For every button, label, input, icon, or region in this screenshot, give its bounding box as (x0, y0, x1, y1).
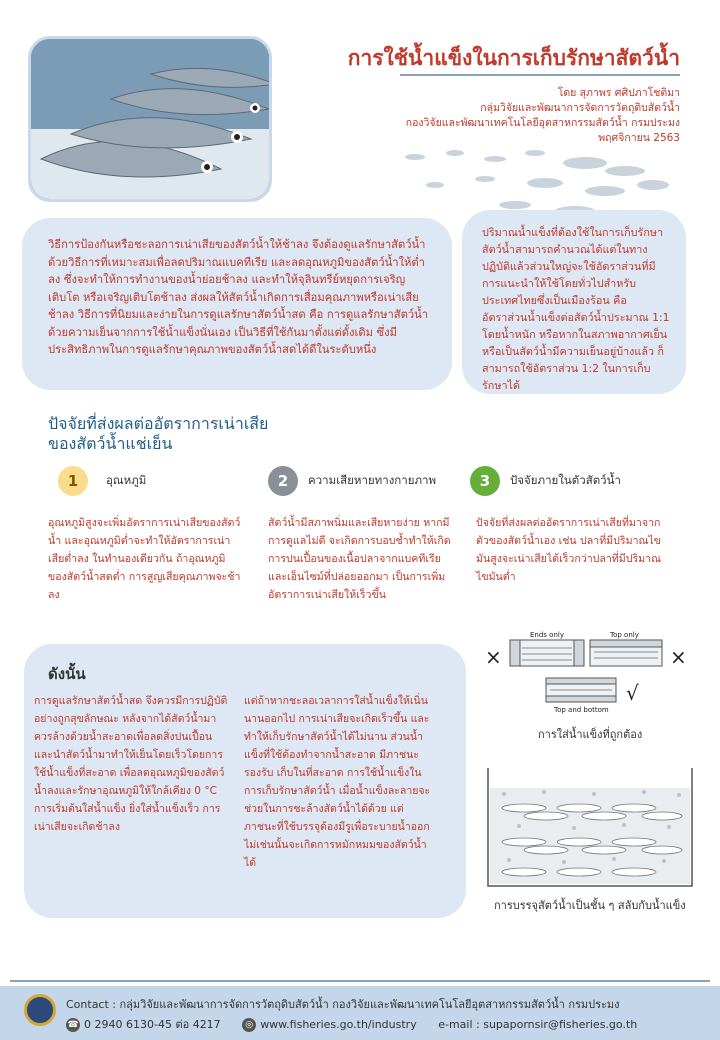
factor-internal (470, 466, 621, 496)
department-seal-logo (24, 994, 56, 1026)
ice-ratio-text: ปริมาณน้ำแข็งที่ต้องใช้ในการเก็บรักษาสัตว์น้ำสามารถคำนวณได้แต่ในทางปฏิบัติแล้วส่วนใหญ่จะใช้อัตราส่วนที่มีการแนะนำให้ใช้โดยทั่วไปสำหรับประเทศไทยซึ่งเป็นเมืองร้อน คือ อัตราส่วนน้ำแข็งต่อสัตว์น้ำประมาณ 1:1 โดยน้ำหนัก หรือหากในสภาพอากาศเย็นหรือเป็นสัตว์น้ำมีความเย็นอยู่บ้างแล้ว ก็สามารถใช้อัตราส่วน 1:2 ในการเก็บรักษาได้ (482, 226, 670, 392)
layered-packing-illustration (484, 764, 696, 890)
box-ends-only (510, 640, 584, 666)
factors-heading (48, 414, 268, 454)
intro-text: วิธีการป้องกันหรือชะลอการเน่าเสียของสัตว์น้ำให้ช้าลง จึงต้องดูแลรักษาสัตว์น้ำด้วยวิธีการที่เหมาะสมเพื่อลดปริมาณแบคทีเรีย และลดอุณหภูมิของสัตว์น้ำให้ต่ำลง ซึ่งจะทำให้การทำงานของน้ำย่อยช้าลง และทำให้จุลินทรีย์หยุดการเจริญเติบโต หรือเจริญเติบโตช้าลง ส่งผลให้สัตว์น้ำเกิดการเสื่อมคุณภาพหรือเน่าเสียช้าลง วิธีการที่นิยมและง่ายในการดูแลรักษาสัตว์น้ำสด คือ การดูแลรักษาสัตว์น้ำด้วยความเย็นจากการใช้น้ำแข็งนั่นเอง เป็นวิธีที่ใช้กันมาตั้งแต่ดั้งเดิม ซึ่งมีประสิทธิภาพในการดูแลรักษาคุณภาพของสัตว์น้ำสดได้ดีในระดับหนึ่ง (48, 238, 429, 356)
globe-icon: ◎ (242, 1018, 256, 1032)
footer-phone-number: 0 2940 6130-45 ต่อ 4217 (84, 1018, 221, 1031)
box-top-only (590, 640, 662, 666)
page-title: การใช้น้ำแข็งในการเก็บรักษาสัตว์น้ำ (347, 46, 680, 70)
footer-website-link[interactable]: www.fisheries.go.th/industry (260, 1018, 417, 1031)
factor-label: ความเสียหายทางกายภาพ (308, 473, 437, 487)
conclusion-left-text: การดูแลรักษาสัตว์น้ำสด จึงควรมีการปฏิบัติอย่างถูกสุขลักษณะ หลังจากได้สัตว์น้ำมาควรล้างด้วยน้ำสะอาดเพื่อลดสิ่งปนเปื้อน และนำสัตว์น้ำมาทำให้เย็นโดยเร็วโดยการใช้น้ำแข็งที่สะอาด เพื่อลดอุณหภูมิของสัตว์น้ำลงและรักษาอุณหภูมิให้ใกล้เคียง 0 °C การเริ่มต้นใส่น้ำแข็ง ยิ่งใส่น้ำแข็งเร็ว การเน่าเสียจะเกิดช้าลง (34, 695, 228, 833)
ends-only-label: Ends only (530, 631, 564, 639)
factors-heading-line2: ของสัตว์น้ำแช่เย็น (48, 434, 173, 453)
ice-ratio-panel (462, 210, 686, 394)
layered-packing-caption: การบรรจุสัตว์น้ำเป็นชั้น ๆ สลับกับน้ำแข็ง (494, 899, 686, 912)
byline-author: โดย สุภาพร ศศิปภาโชติมา (557, 87, 680, 99)
box-top-and-bottom (546, 678, 616, 702)
intro-panel (22, 218, 452, 390)
footer-divider (10, 980, 710, 982)
factor-label: ปัจจัยภายในตัวสัตว์น้ำ (510, 473, 621, 487)
footer-contact-details (66, 1015, 655, 1033)
footer (0, 986, 720, 1040)
factor-physical-damage (268, 466, 436, 496)
top-only-label: Top only (610, 631, 639, 639)
footer-email[interactable]: e-mail : supapornsir@fisheries.go.th (438, 1018, 638, 1031)
byline-division: กองวิจัยและพัฒนาเทคโนโลยีอุตสาหกรรมสัตว์น้ำ กรมประมง (405, 117, 680, 129)
footer-phone (66, 1018, 221, 1031)
byline (406, 86, 680, 146)
factor-temperature-text: อุณหภูมิสูงจะเพิ่มอัตราการเน่าเสียของสัตว์น้ำ และอุณหภูมิต่ำจะทำให้อัตราการเน่าเสียต่ำลง ในทำนองเดียวกัน ถ้าอุณหภูมิของสัตว์น้ำสดต่ำ การสูญเสียคุณภาพจะช้าลง (48, 517, 241, 601)
factors-heading-line1: ปัจจัยที่ส่งผลต่ออัตราการเน่าเสีย (48, 414, 269, 433)
phone-icon: ☎ (67, 1020, 79, 1030)
footer-contact: Contact : กลุ่มวิจัยและพัฒนาการจัดการวัตถุดิบสัตว์น้ำ กองวิจัยและพัฒนาเทคโนโลยีอุตสาหกรรมสัตว์น้ำ กรมประมง (66, 998, 620, 1011)
factor-number-badge: 3 (470, 466, 500, 496)
byline-group: กลุ่มวิจัยและพัฒนาการจัดการวัตถุดิบสัตว์น้ำ (480, 102, 680, 114)
fish-on-ice-photo (28, 36, 272, 202)
right-mark: √ (626, 681, 639, 705)
fish-on-ice-illustration (31, 39, 272, 202)
factor-physical-damage-text: สัตว์น้ำมีสภาพนิ่มและเสียหายง่าย หากมีการดูแลไม่ดี จะเกิดการบอบช้ำทำให้เกิดการปนเปื้อนของเนื้อปลาจากแบคทีเรียและเอ็นไซม์ที่ปล่อยออกมา เป็นการเพิ่มอัตราการเน่าเสียให้เร็วขึ้น (268, 517, 451, 601)
factor-internal-text: ปัจจัยที่ส่งผลต่ออัตราการเน่าเสียที่มาจากตัวของสัตว์น้ำเอง เช่น ปลาที่มีปริมาณไขมันสูงจะเน่าเสียได้เร็วกว่าปลาที่มีปริมาณไขมันต่ำ (476, 517, 661, 583)
factor-number-badge: 2 (268, 466, 298, 496)
byline-date: พฤศจิกายน 2563 (598, 132, 680, 144)
ice-placement-caption: การใส่น้ำแข็งที่ถูกต้อง (538, 728, 643, 741)
conclusion-heading: ดังนั้น (48, 665, 86, 683)
factor-label: อุณหภูมิ (106, 473, 147, 487)
conclusion-right-text: แต่ถ้าหากชะลอเวลาการใส่น้ำแข็งให้เนิ่นนานออกไป การเน่าเสียจะเกิดเร็วขึ้น และทำให้เก็บรักษาสัตว์น้ำได้ไม่นาน ส่วนน้ำแข็งที่ใช้ต้องทำจากน้ำสะอาด มีภาชนะรองรับ เก็บในที่สะอาด การใช้น้ำแข็งในการเก็บรักษาสัตว์น้ำ เมื่อน้ำแข็งละลายจะช่วยในการชะล้างสัตว์น้ำได้ด้วย แต่ภาชนะที่ใช้บรรจุต้องมีรูเพื่อระบายน้ำออก ไม่เช่นนั้นจะเกิดการหมักหมมของสัตว์น้ำได้ (244, 695, 431, 869)
top-and-bottom-label: Top and bottom (554, 706, 609, 714)
footer-website[interactable] (242, 1018, 417, 1031)
title-divider (400, 74, 680, 76)
wrong-mark-right: × (670, 645, 687, 669)
wrong-mark-left: × (485, 645, 502, 669)
factor-temperature (58, 466, 146, 496)
factor-number-badge: 1 (58, 466, 88, 496)
